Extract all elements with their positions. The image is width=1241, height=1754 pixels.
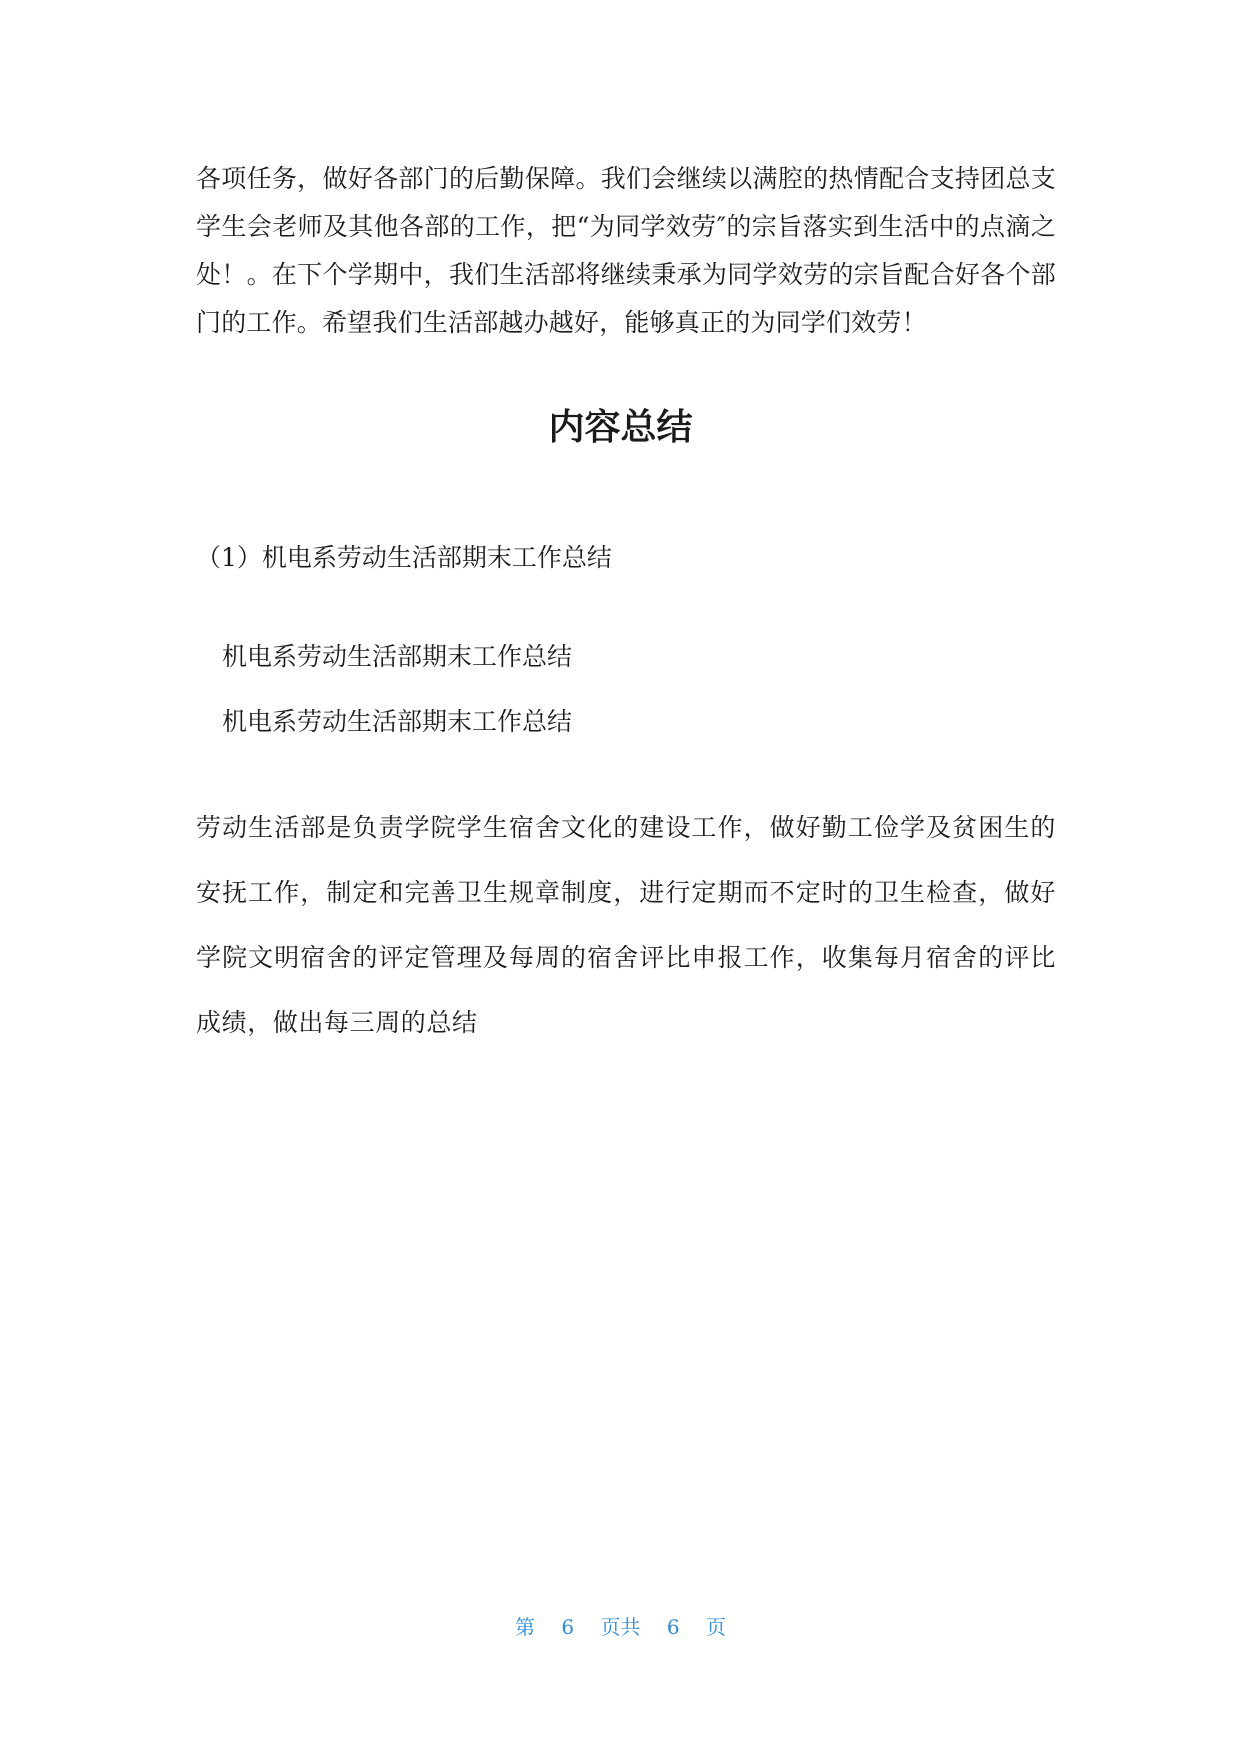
sub-line: 机电系劳动生活部期末工作总结 bbox=[222, 642, 573, 671]
footer-middle: 页共 bbox=[600, 1615, 641, 1639]
footer-prefix: 第 bbox=[515, 1615, 536, 1639]
footer-suffix: 页 bbox=[705, 1615, 726, 1639]
page-footer bbox=[0, 1612, 1241, 1642]
sub-line: 机电系劳动生活部期末工作总结 bbox=[222, 707, 573, 736]
footer-total-pages: 6 bbox=[666, 1615, 680, 1639]
item-heading: （1）机电系劳动生活部期末工作总结 bbox=[196, 543, 612, 572]
intro-paragraph: 各项任务，做好各部门的后勤保障。我们会继续以满腔的热情配合支持团总支学生会老师及其他各部的工作，把“为同学效劳″的宗旨落实到生活中的点滴之处！。在下个学期中，我们生活部将继续秉承为同学效劳的宗旨配合好各个部门的工作。希望我们生活部越办越好，能够真正的为同学们效劳！ bbox=[196, 164, 1056, 337]
section-title: 内容总结 bbox=[548, 407, 693, 448]
footer-current-page: 6 bbox=[561, 1615, 575, 1639]
body-paragraph: 劳动生活部是负责学院学生宿舍文化的建设工作，做好勤工俭学及贫困生的安抚工作，制定和完善卫生规章制度，进行定期而不定时的卫生检查，做好学院文明宿舍的评定管理及每周的宿舍评比申报工作，收集每月宿舍的评比成绩，做出每三周的总结 bbox=[196, 813, 1056, 1037]
